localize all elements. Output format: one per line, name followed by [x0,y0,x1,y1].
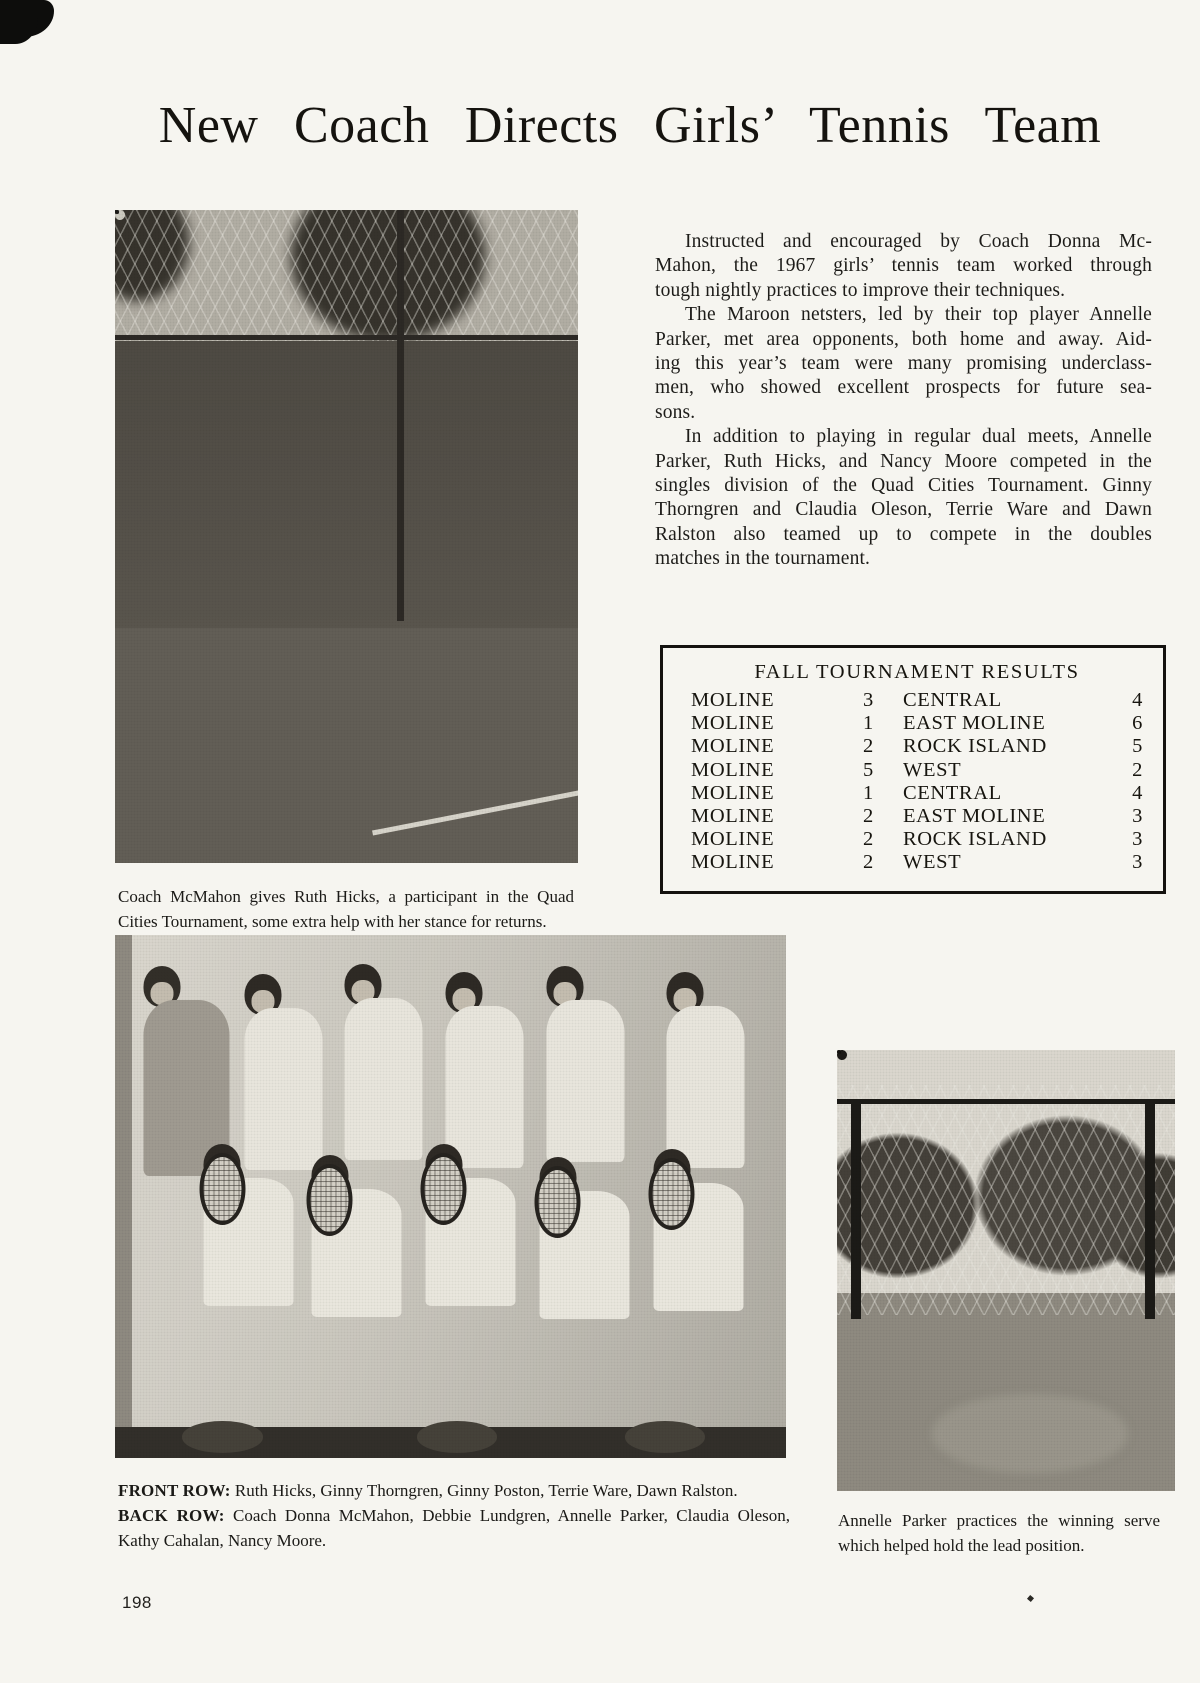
result-opponent-score: 4 [1132,781,1143,804]
tennis-racket-icon [649,1158,695,1230]
result-row [691,735,1143,758]
serve-photo-caption: Annelle Parker practices the winning serve which helped hold the lead position. [838,1511,1160,1555]
result-opponent-score: 2 [1132,758,1143,781]
result-team: MOLINE [691,828,775,851]
fence-rail [837,1099,1175,1104]
results-box-title: FALL TOURNAMENT RESULTS [754,661,1080,683]
front-row-label: FRONT ROW: [118,1481,231,1500]
result-team-score: 1 [863,712,874,735]
result-opponent-score: 4 [1132,689,1143,711]
result-team: MOLINE [691,712,775,735]
coach-figure [143,966,180,1007]
kneeling-player-figure [425,1144,462,1185]
fence-post [397,210,404,621]
player-figure [667,972,704,1013]
result-opponent: CENTRAL [903,781,1002,804]
player-figure [445,972,482,1013]
result-team: MOLINE [691,805,775,828]
article-line: Parker, Ruth Hicks, and Nancy Moore competed in the [655,450,1152,472]
player-figure [546,966,583,1007]
front-row-names: Ruth Hicks, Ginny Thorngren, Ginny Poston, Terrie Ware, Dawn Ralston. [234,1481,738,1500]
player-figure [244,974,281,1015]
tennis-racket-icon [199,1153,245,1225]
result-opponent: WEST [903,851,962,874]
article-line: sons. [655,401,696,423]
chain-link-fence [837,1085,1175,1314]
result-opponent-score: 3 [1132,828,1143,851]
article-line: Mahon, the 1967 girls’ tennis team worked through [655,255,1152,277]
result-team-score: 2 [863,828,874,851]
result-opponent-score: 6 [1132,712,1143,735]
print-artifact-speck [1027,1595,1034,1602]
kneeling-player-figure [539,1157,576,1198]
result-team-score: 2 [863,805,874,828]
result-team: MOLINE [691,735,775,758]
article-line: Parker, met area opponents, both home and away. Aid- [655,328,1152,350]
tennis-racket-icon [535,1166,581,1238]
glasses-icon [115,210,119,214]
result-row [691,805,1143,828]
fence-post [1145,1099,1155,1320]
kneeling-player-figure [204,1144,241,1185]
kneeling-player-figure [311,1155,348,1196]
results-rows [691,689,1143,875]
front-row-line [118,1478,790,1503]
result-opponent: EAST MOLINE [903,805,1046,828]
team-photo-caption [118,1478,790,1553]
back-row-names: Coach Donna McMahon, Debbie Lundgren, Annelle Parker, Claudia Oleson, Kathy Cahalan, Nancy Moore. [118,1506,791,1550]
photo-edge-shadow [115,935,132,1458]
article-line: matches in the tournament. [655,548,871,570]
coach-instruction-photo [115,210,578,863]
result-row [691,759,1143,782]
result-team-score: 1 [863,781,874,804]
result-team: MOLINE [691,851,775,874]
result-team: MOLINE [691,781,775,804]
article-line: tough nightly practices to improve their techniques. [655,279,1066,301]
article-line: men, who showed excellent prospects for future sea- [655,377,1152,399]
tennis-racket-icon [307,1164,353,1236]
article-line: The Maroon netsters, led by their top player Annelle [685,304,1152,326]
tennis-court [115,628,578,863]
result-row [691,782,1143,805]
fall-tournament-results-box [660,645,1166,894]
page-number: 198 [122,1593,152,1612]
result-row [691,828,1143,851]
chain-link-fence [115,210,578,341]
floor-shadow [625,1421,706,1452]
fence-post [851,1099,861,1320]
result-team-score: 3 [863,689,874,711]
back-row-line [118,1503,790,1553]
serve-practice-photo [837,1050,1175,1491]
coach-photo-caption: Coach McMahon gives Ruth Hicks, a participant in the Quad Cities Tournament, some extra help with her stance for returns. [118,887,574,931]
result-opponent-score: 3 [1132,851,1143,874]
result-opponent: ROCK ISLAND [903,828,1047,851]
article-body [655,230,1152,572]
result-opponent: WEST [903,758,962,781]
result-opponent-score: 3 [1132,805,1143,828]
result-opponent: CENTRAL [903,689,1002,711]
article-line: Thorngren and Claudia Oleson, Terrie Ware and Dawn [655,499,1152,521]
back-row-label: BACK ROW: [118,1506,225,1525]
article-line: In addition to playing in regular dual meets, Annelle [685,426,1152,448]
article-line: singles division of the Quad Cities Tournament. Ginny [655,475,1152,497]
result-row [691,712,1143,735]
kneeling-player-figure [653,1149,690,1190]
tennis-racket-icon [421,1153,467,1225]
result-row [691,851,1143,874]
article-line: Ralston also teamed up to compete in the doubles [655,523,1152,545]
result-team: MOLINE [691,689,775,711]
floor-shadow [417,1421,498,1452]
article-line: ing this year’s team were many promising underclass- [655,353,1152,375]
page-title: New Coach Directs Girls’ Tennis Team [158,97,1102,154]
field-background [115,341,578,628]
article-line: Instructed and encouraged by Coach Donna Mc- [685,231,1152,252]
print-artifact-blob [0,0,54,37]
team-photo [115,935,786,1458]
result-team-score: 5 [863,758,874,781]
result-team: MOLINE [691,758,775,781]
player-figure [345,964,382,1005]
result-row [691,689,1143,712]
result-opponent: EAST MOLINE [903,712,1046,735]
glasses-icon [837,1050,841,1054]
floor-shadow [182,1421,263,1452]
result-team-score: 2 [863,735,874,758]
result-opponent: ROCK ISLAND [903,735,1047,758]
result-team-score: 2 [863,851,874,874]
result-opponent-score: 5 [1132,735,1143,758]
court-worn-patch [932,1394,1128,1473]
